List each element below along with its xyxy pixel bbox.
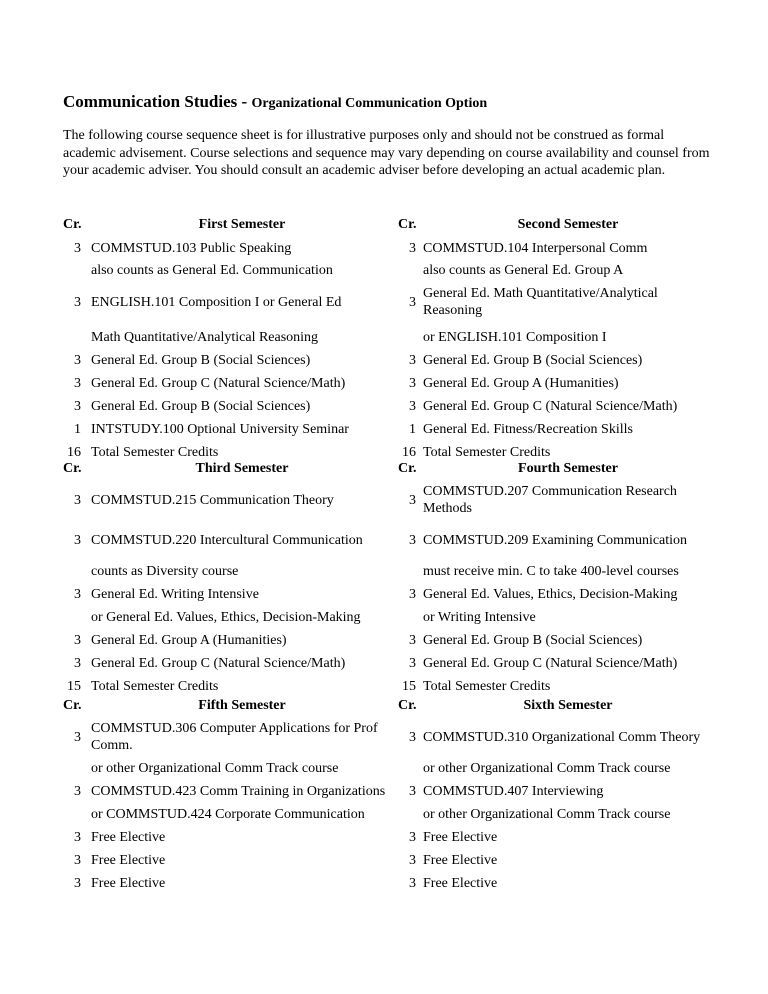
credit-value: 3 — [74, 587, 81, 602]
title-option: Organizational Communication Option — [251, 96, 488, 111]
course-row — [0, 761, 768, 777]
course-text: Free Elective — [423, 853, 498, 868]
credit-value: 3 — [409, 241, 416, 256]
semester-header-row — [0, 461, 768, 477]
credit-value — [398, 564, 416, 580]
credit-value: 3 — [74, 492, 81, 508]
credit-total: 16 — [67, 445, 81, 460]
course-row — [0, 399, 768, 415]
course-text: Free Elective — [423, 830, 498, 845]
semester-heading: First Semester — [198, 217, 286, 232]
title-main: Communication Studies - — [63, 92, 252, 111]
credit-value — [63, 610, 81, 626]
semester-header-row — [0, 217, 768, 233]
course-row — [0, 853, 768, 869]
credit-value — [398, 807, 416, 823]
credit-value: 1 — [409, 422, 416, 437]
credit-value: 3 — [409, 587, 416, 602]
credit-value: 3 — [74, 399, 81, 414]
credit-value: 3 — [74, 376, 81, 391]
course-text: COMMSTUD.209 Examining Communication — [423, 532, 688, 548]
course-row — [0, 263, 768, 279]
credit-value: 3 — [74, 853, 81, 868]
credit-column-label: Cr. — [63, 217, 82, 232]
course-text: COMMSTUD.215 Communication Theory — [91, 492, 334, 508]
credit-column-label: Cr. — [398, 461, 417, 476]
course-row — [0, 353, 768, 369]
course-text: COMMSTUD.423 Comm Training in Organizations — [91, 784, 386, 799]
credit-value: 3 — [409, 853, 416, 868]
course-text: Free Elective — [423, 876, 498, 891]
credit-value: 3 — [74, 353, 81, 368]
credit-value: 3 — [409, 784, 416, 799]
credit-value: 3 — [74, 294, 81, 310]
course-text: General Ed. Fitness/Recreation Skills — [423, 422, 633, 437]
course-text: ENGLISH.101 Composition I or General Ed — [91, 294, 342, 310]
course-row — [0, 587, 768, 603]
course-text: COMMSTUD.220 Intercultural Communication — [91, 532, 363, 548]
credit-value: 3 — [409, 294, 416, 310]
course-text: General Ed. Values, Ethics, Decision-Making — [423, 587, 678, 602]
credit-value: 3 — [74, 876, 81, 891]
credit-value — [63, 263, 81, 279]
credit-value: 3 — [74, 656, 81, 671]
course-text: also counts as General Ed. Communication — [91, 263, 333, 278]
credit-value — [398, 330, 416, 346]
credit-value: 3 — [74, 633, 81, 648]
course-text: General Ed. Group B (Social Sciences) — [91, 399, 311, 414]
course-row — [0, 830, 768, 846]
credit-value: 3 — [74, 729, 81, 745]
course-text: or other Organizational Comm Track course — [91, 761, 339, 776]
credit-value: 3 — [409, 353, 416, 368]
course-text: General Ed. Group A (Humanities) — [423, 376, 619, 391]
course-text: General Ed. Group B (Social Sciences) — [423, 633, 643, 648]
credit-column-label: Cr. — [398, 698, 417, 713]
course-row — [0, 656, 768, 672]
total-label: Total Semester Credits — [91, 679, 219, 694]
semester-heading: Third Semester — [195, 461, 289, 476]
credit-total: 15 — [67, 679, 81, 694]
course-row — [0, 610, 768, 626]
total-label: Total Semester Credits — [91, 445, 219, 460]
credit-value: 3 — [74, 241, 81, 256]
course-text: Free Elective — [91, 830, 166, 845]
disclaimer-paragraph: The following course sequence sheet is for illustrative purposes only and should not be construed as formal academic advisement. Course selections and sequence may vary depending on course availability and counsel from your academic adviser. You should consult an academic adviser before developing an actual academic plan. — [63, 128, 710, 178]
credit-total: 16 — [402, 445, 416, 460]
course-text: COMMSTUD.103 Public Speaking — [91, 241, 292, 256]
credit-value: 3 — [409, 830, 416, 845]
course-text: COMMSTUD.407 Interviewing — [423, 784, 604, 799]
course-text: or other Organizational Comm Track course — [423, 807, 671, 822]
course-text: Math Quantitative/Analytical Reasoning — [91, 330, 319, 345]
course-row — [0, 807, 768, 823]
course-text: or Writing Intensive — [423, 610, 536, 625]
course-text: or other Organizational Comm Track course — [423, 761, 671, 776]
credit-value — [398, 610, 416, 626]
credit-value: 3 — [74, 532, 81, 548]
semester-heading: Fourth Semester — [518, 461, 618, 476]
credit-value — [63, 807, 81, 823]
semester-heading: Sixth Semester — [523, 698, 613, 713]
credit-value: 3 — [409, 876, 416, 891]
course-row — [0, 241, 768, 257]
page-title — [63, 92, 487, 112]
course-text: General Ed. Group C (Natural Science/Math) — [91, 376, 346, 391]
credit-value: 3 — [409, 399, 416, 414]
credit-value: 3 — [409, 492, 416, 508]
course-text: must receive min. C to take 400-level courses — [423, 564, 679, 579]
total-label: Total Semester Credits — [423, 679, 551, 694]
course-row — [0, 720, 768, 754]
credit-value: 3 — [409, 633, 416, 648]
course-row — [0, 376, 768, 392]
credit-value: 3 — [74, 830, 81, 845]
credit-value: 1 — [74, 422, 81, 437]
course-row — [0, 330, 768, 346]
credit-value: 3 — [409, 656, 416, 671]
semester-heading: Second Semester — [517, 217, 619, 232]
course-row — [0, 876, 768, 892]
credit-value: 3 — [409, 532, 416, 548]
credit-total: 15 — [402, 679, 416, 694]
credit-value — [63, 761, 81, 777]
course-text: COMMSTUD.310 Organizational Comm Theory — [423, 729, 701, 745]
course-text: INTSTUDY.100 Optional University Seminar — [91, 422, 349, 437]
course-text: Free Elective — [91, 853, 166, 868]
credit-column-label: Cr. — [63, 461, 82, 476]
course-text: Free Elective — [91, 876, 166, 891]
total-label: Total Semester Credits — [423, 445, 551, 460]
credit-value — [63, 564, 81, 580]
credit-column-label: Cr. — [398, 217, 417, 232]
course-row — [0, 784, 768, 800]
course-text: General Ed. Writing Intensive — [91, 587, 259, 602]
course-text: General Ed. Group A (Humanities) — [91, 633, 287, 648]
course-row — [0, 633, 768, 649]
total-credits-row — [0, 679, 768, 695]
course-text: General Ed. Group C (Natural Science/Math) — [91, 656, 346, 671]
credit-value: 3 — [409, 376, 416, 391]
course-text: General Ed. Group C (Natural Science/Math) — [423, 656, 678, 671]
course-text: General Ed. Math Quantitative/Analytical Reasoning — [423, 286, 658, 318]
course-text: also counts as General Ed. Group A — [423, 263, 624, 278]
course-row — [0, 422, 768, 438]
course-row — [0, 523, 768, 557]
credit-value: 3 — [74, 784, 81, 799]
credit-value — [398, 761, 416, 777]
course-text: or ENGLISH.101 Composition I — [423, 330, 607, 345]
course-text: General Ed. Group C (Natural Science/Math) — [423, 399, 678, 414]
course-text: or COMMSTUD.424 Corporate Communication — [91, 807, 365, 822]
course-text: counts as Diversity course — [91, 564, 239, 579]
course-text: General Ed. Group B (Social Sciences) — [91, 353, 311, 368]
course-row — [0, 483, 768, 517]
course-row — [0, 285, 768, 319]
course-text: or General Ed. Values, Ethics, Decision-Making — [91, 610, 361, 625]
course-text: COMMSTUD.104 Interpersonal Comm — [423, 241, 648, 256]
credit-value — [398, 263, 416, 279]
total-credits-row — [0, 445, 768, 461]
semester-heading: Fifth Semester — [198, 698, 286, 713]
course-row — [0, 564, 768, 580]
course-text: COMMSTUD.207 Communication Research Methods — [423, 484, 677, 516]
credit-value — [63, 330, 81, 346]
course-text: General Ed. Group B (Social Sciences) — [423, 353, 643, 368]
semester-header-row — [0, 698, 768, 714]
course-text: COMMSTUD.306 Computer Applications for Prof Comm. — [91, 721, 378, 753]
credit-value: 3 — [409, 729, 416, 745]
credit-column-label: Cr. — [63, 698, 82, 713]
